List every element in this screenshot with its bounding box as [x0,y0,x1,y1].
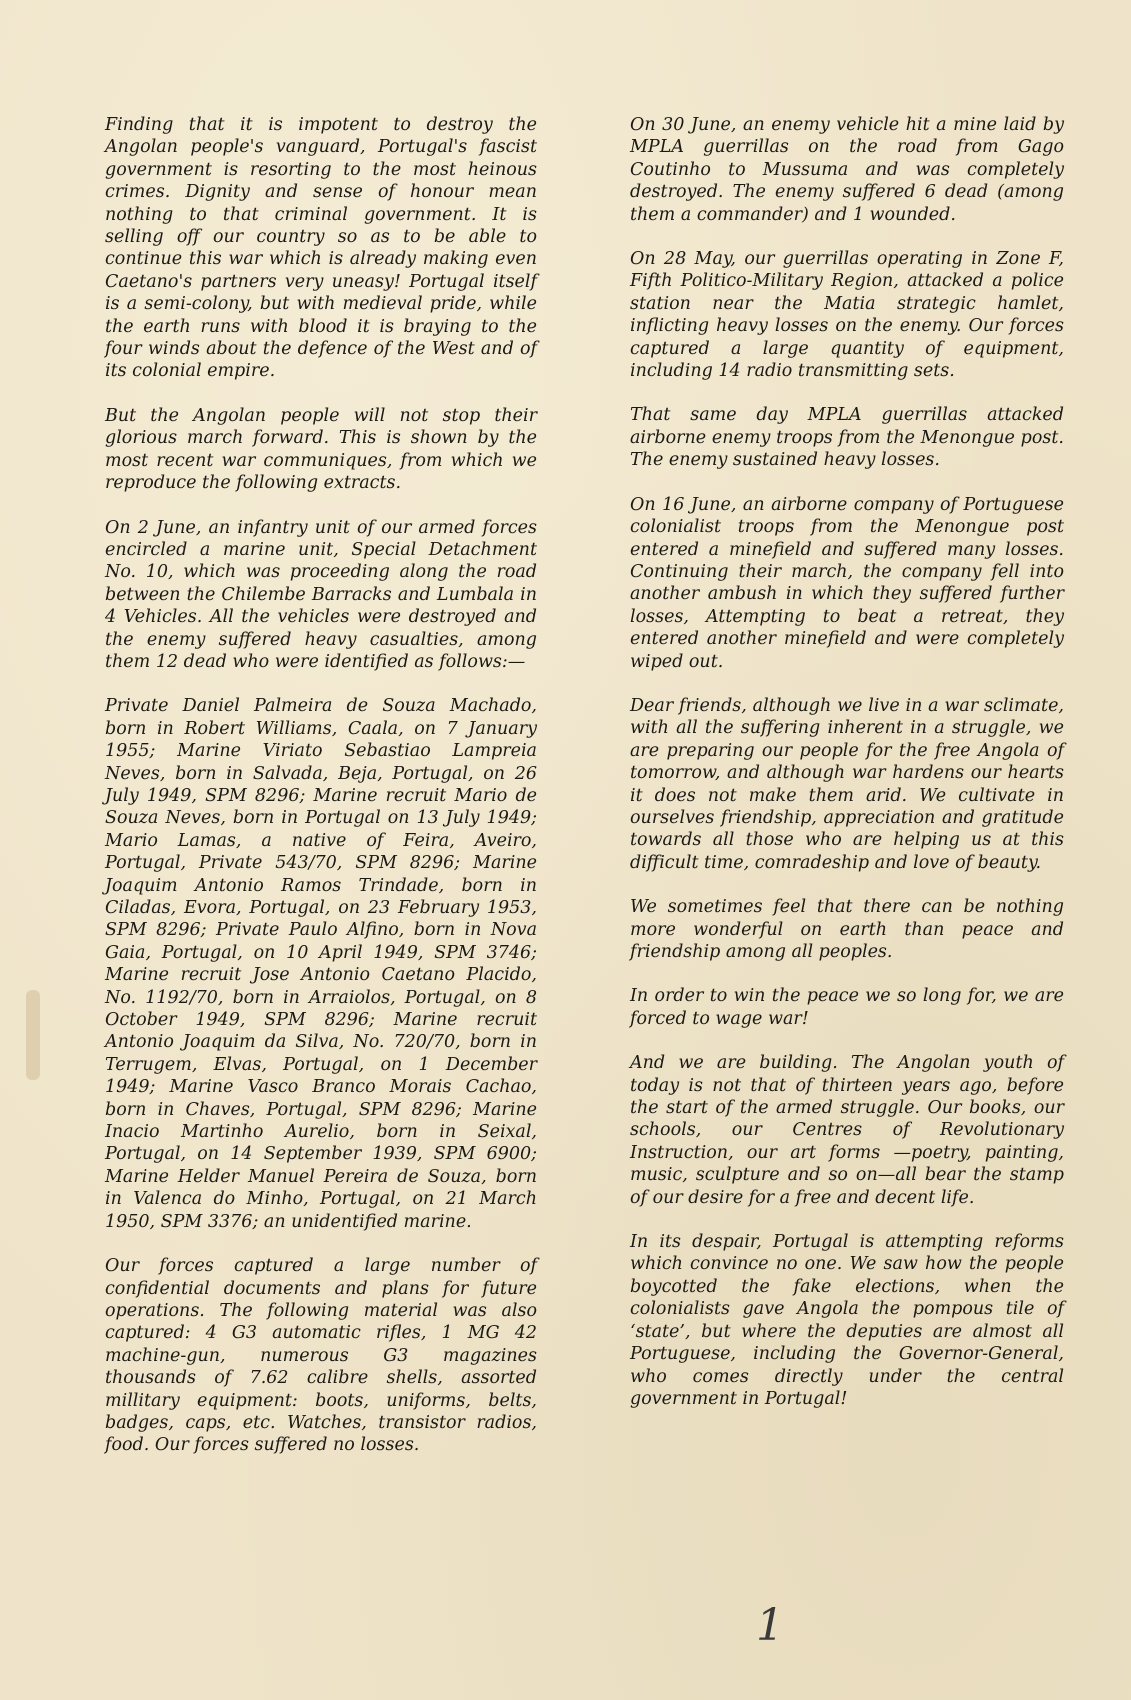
paragraph: Private Daniel Palmeira de Souza Machado, born in Robert Williams, Caala, on 7 January 1955; Marine Viriato Sebastiao Lampreia Neves, born in Salvada, Beja, Portugal, on 26 July 1949, SPM 8296; Marine recruit Mario de Souza Neves, born in Portugal on 13 July 1949; Mario Lamas, a native of Feira, Aveiro, Portugal, Private 543/70, SPM 8296; Marine Joaquim Antonio Ramos Trindade, born in Ciladas, Evora, Portugal, on 23 February 1953, SPM 8296; Private Paulo Alfino, born in Nova Gaia, Portugal, on 10 April 1949, SPM 3746; Marine recruit Jose Antonio Caetano Placido, No. 1192/70, born in Arraiolos, Portugal, on 8 October 1949, SPM 8296; Marine recruit Antonio Joaquim da Silva, No. 720/70, born in Terrugem, Elvas, Portugal, on 1 December 1949; Marine Vasco Branco Morais Cachao, born in Chaves, Portugal, SPM 8296; Marine Inacio Martinho Aurelio, born in Seixal, Portugal, on 14 September 1939, SPM 6900; Marine Helder Manuel Pereira de Souza, born in Valenca do Minho, Portugal, on 21 March 1950, SPM 3376; an unidentified marine. [105,696,537,1232]
paragraph: On 30 June, an enemy vehicle hit a mine laid by MPLA guerrillas on the road from Gago Coutinho to Mussuma and was completely destroyed. The enemy suffered 6 dead (among them a commander) and 1 wounded. [630,115,1064,225]
paragraph: We sometimes feel that there can be nothing more wonderful on earth than peace and friendship among all peoples. [630,897,1064,962]
left-column [105,114,537,1479]
paragraph: On 28 May, our guerrillas operating in Zone F, Fifth Politico-Military Region, attacked a police station near the Matia strategic hamlet, inflicting heavy losses on the enemy. Our forces captured a large quantity of equipment, including 14 radio transmitting sets. [630,249,1064,382]
paragraph: Finding that it is impotent to destroy the Angolan people's vanguard, Portugal's fascist government is resorting to the most heinous crimes. Dignity and sense of honour mean nothing to that criminal government. It is selling off our country so as to be able to continue this war which is already making even Caetano's partners very uneasy! Portugal itself is a semi-colony, but with medieval pride, while the earth runs with blood it is braying to the four winds about the defence of the West and of its colonial empire. [105,115,537,382]
paragraph: And we are building. The Angolan youth of today is not that of thirteen years ago, before the start of the armed struggle. Our books, our schools, our Centres of Revolutionary Instruction, our art forms —poetry, painting, music, sculpture and so on—all bear the stamp of our desire for a free and decent life. [630,1053,1064,1208]
paragraph: Dear friends, although we live in a war sclimate, with all the suffering inherent in a struggle, we are preparing our people for the free Angola of tomorrow, and although war hardens our hearts it does not make them arid. We cultivate in ourselves friendship, appreciation and gratitude towards all those who are helping us at this difficult time, comradeship and love of beauty. [630,695,1064,873]
paragraph: On 16 June, an airborne company of Portuguese colonialist troops from the Menongue post entered a minefield and suffered many losses. Continuing their march, the company fell into another ambush in which they suffered further losses, Attempting to beat a retreat, they entered another minefield and were completely wiped out. [630,494,1064,672]
paper-stain [26,990,40,1080]
page-number: 1 [756,1600,784,1651]
paragraph: But the Angolan people will not stop their glorious march forward. This is shown by the most recent war communiques, from which we reproduce the following extracts. [105,405,537,494]
right-column [630,114,1064,1432]
paragraph: In its despair, Portugal is attempting reforms which convince no one. We saw how the people boycotted the fake elections, when the colonialists gave Angola the pompous tile of ‘state’, but where the deputies are almost all Portuguese, including the Governor-General, who comes directly under the central government in Portugal! [630,1232,1064,1409]
paragraph: In order to win the peace we so long for, we are forced to wage war! [630,986,1064,1029]
paragraph: On 2 June, an infantry unit of our armed forces encircled a marine unit, Special Detachment No. 10, which was proceeding along the road between the Chilembe Barracks and Lumbala in 4 Vehicles. All the vehicles were destroyed and the enemy suffered heavy casualties, among them 12 dead who were identified as follows:— [105,517,537,672]
paragraph: That same day MPLA guerrillas attacked airborne enemy troops from the Menongue post. The enemy sustained heavy losses. [630,405,1064,471]
paragraph: Our forces captured a large number of confidential documents and plans for future operations. The following material was also captured: 4 G3 automatic rifles, 1 MG 42 machine-gun, numerous G3 magazines thousands of 7.62 calibre shells, assorted millitary equipment: boots, uniforms, belts, badges, caps, etc. Watches, transistor radios, food. Our forces suffered no losses. [105,1256,537,1456]
